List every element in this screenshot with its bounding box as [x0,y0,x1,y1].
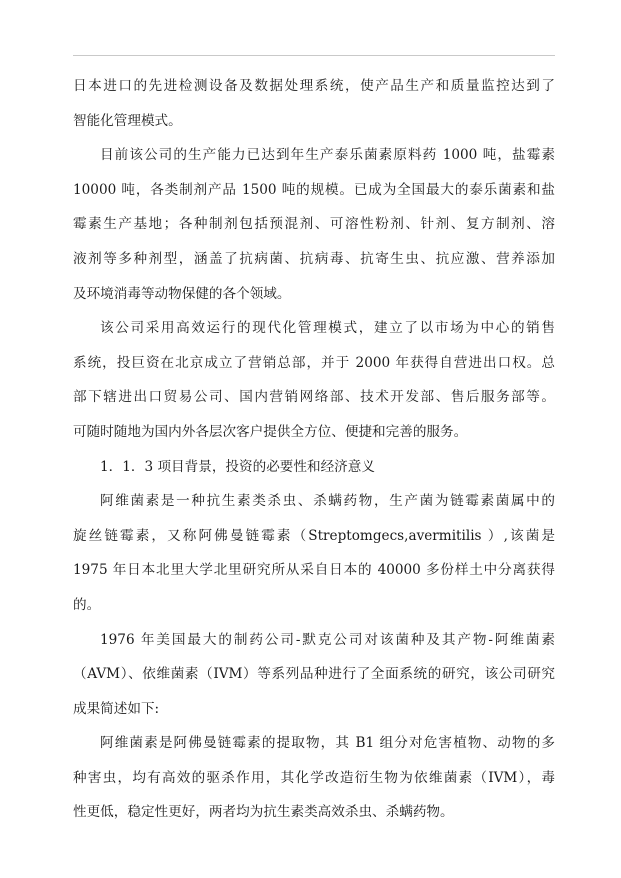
text-line: 可随时随地为国内外各层次客户提供全方位、便捷和完善的服务。 [73,423,468,440]
para-management [73,311,555,449]
para-avermectin-intro [73,484,555,622]
text-line: 该公司采用高效运行的现代化管理模式，建立了以市场为中心的销售 [100,320,555,337]
text-line: 性更低，稳定性更好，两者均为抗生素类高效杀虫、杀螨药物。 [73,804,454,821]
text-line: 日本进口的先进检测设备及数据处理系统，使产品生产和质量监控达到了 [73,78,555,94]
para-avermectin-effects [73,726,555,830]
text-line: 阿维菌素是阿佛曼链霉素的提取物，其 B1 组分对危害植物、动物的多 [100,735,555,752]
para-production-capacity [73,138,555,311]
text-line: 系统，投巨资在北京成立了营销总部，并于 2000 年获得自营进出口权。总 [73,354,555,371]
section-heading: 1．1．3 项目背景，投资的必要性和经济意义 [100,458,375,475]
page-header-rule [73,55,555,56]
para-import-equipment [73,69,555,138]
text-line: 种害虫，均有高效的驱杀作用，其化学改造衍生物为依维菌素（IVM），毒 [73,769,555,786]
text-line: 的。 [73,596,101,613]
text-line: 霉素生产基地；各种制剂包括预混剂、可溶性粉剂、针剂、复方制剂、溶 [73,216,555,233]
text-line: 10000 吨，各类制剂产品 1500 吨的规模。已成为全国最大的泰乐菌素和盐 [73,181,555,198]
text-line: 目前该公司的生产能力已达到年生产泰乐菌素原料药 1000 吨，盐霉素 [100,147,555,164]
text-line: 智能化管理模式。 [73,112,182,129]
text-line: 及环境消毒等动物保健的各个领域。 [73,285,291,302]
text-line: 1976 年美国最大的制药公司-默克公司对该菌种及其产物-阿维菌素 [100,631,555,648]
text-line: 阿维菌素是一种抗生素类杀虫、杀螨药物，生产菌为链霉素菌属中的 [100,493,555,510]
text-line: （AVM）、依维菌素（IVM）等系列品种进行了全面系统的研究，该公司研究 [73,666,555,683]
para-merck-research [73,623,555,727]
text-line: 部下辖进出口贸易公司、国内营销网络部、技术开发部、售后服务部等。 [73,389,555,406]
text-line: 成果简述如下: [73,700,160,717]
text-line: 液剂等多种剂型，涵盖了抗病菌、抗病毒、抗寄生虫、抗应激、营养添加 [73,250,555,267]
text-line: 旋丝链霉素，又称阿佛曼链霉素（Streptomgecs,avermitilis ）,该菌是 [73,527,555,544]
text-line: 1975 年日本北里大学北里研究所从采自日本的 40000 多份样土中分离获得 [73,562,555,579]
document-body [73,69,555,830]
